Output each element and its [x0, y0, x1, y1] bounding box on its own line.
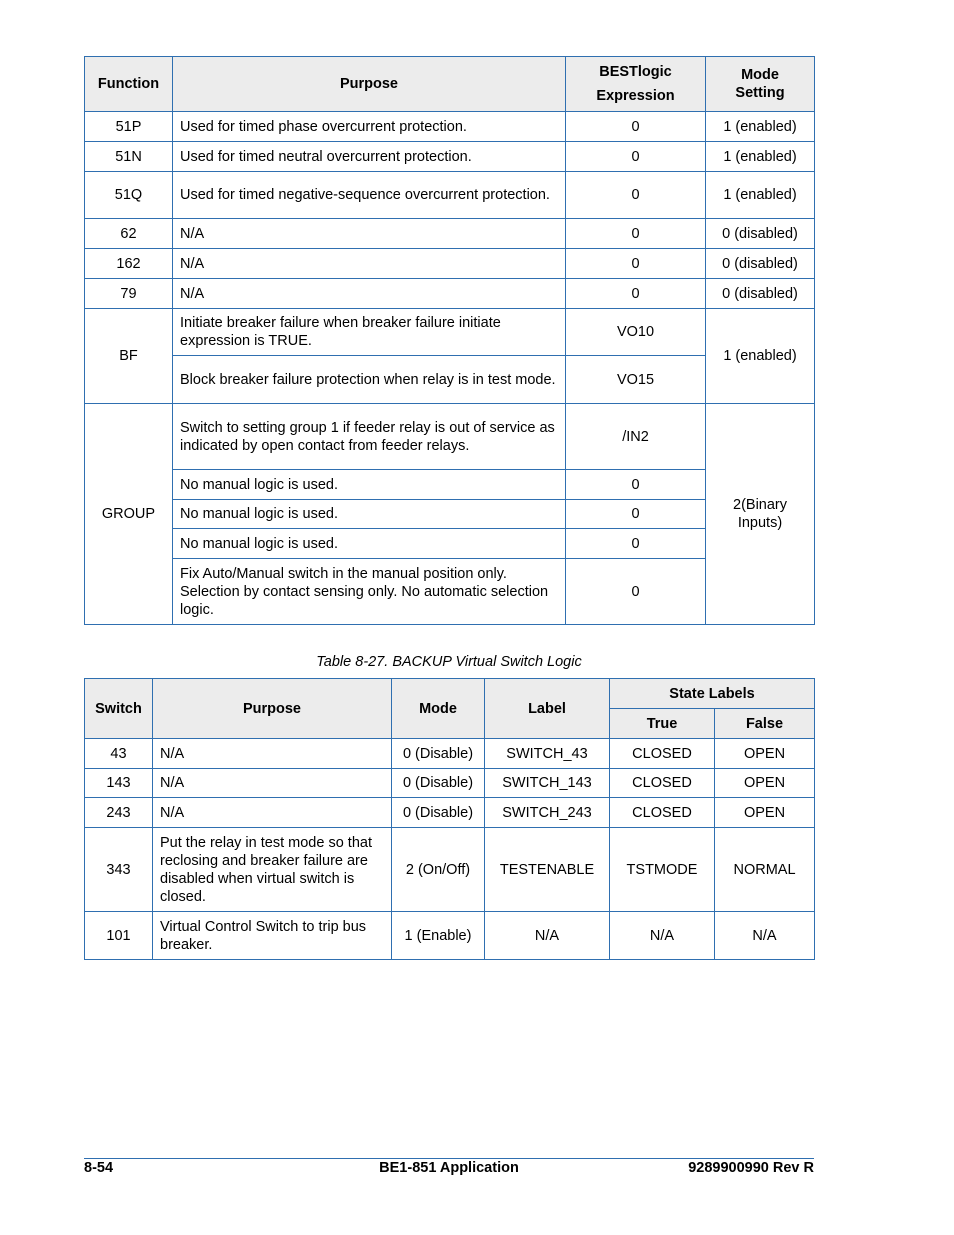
- mode-cell: 0 (Disable): [392, 769, 485, 798]
- header-mode-line2: Setting: [735, 85, 785, 101]
- false-label-cell: NORMAL: [715, 828, 815, 912]
- header-true: True: [610, 709, 715, 739]
- expression-cell: 0: [566, 249, 706, 279]
- header-purpose: Purpose: [173, 57, 566, 112]
- footer-document-number: 9289900990 Rev R: [688, 1160, 814, 1176]
- header-label: Label: [485, 679, 610, 739]
- function-cell: 51P: [85, 112, 173, 142]
- mode-cell: 1 (enabled): [706, 142, 815, 172]
- header-function: Function: [85, 57, 173, 112]
- purpose-cell: No manual logic is used.: [173, 529, 566, 559]
- switch-cell: 243: [85, 798, 153, 828]
- expression-cell: 0: [566, 219, 706, 249]
- label-cell: N/A: [485, 912, 610, 960]
- page-footer: [84, 1160, 814, 1180]
- mode-cell-group: 2(Binary Inputs): [706, 404, 815, 625]
- table-row: [85, 828, 815, 912]
- table-row: [85, 279, 815, 309]
- true-label-cell: CLOSED: [610, 769, 715, 798]
- purpose-cell: N/A: [153, 769, 392, 798]
- true-label-cell: N/A: [610, 912, 715, 960]
- true-label-cell: CLOSED: [610, 739, 715, 769]
- true-label-cell: TSTMODE: [610, 828, 715, 912]
- expression-cell: 0: [566, 470, 706, 500]
- purpose-cell: Used for timed neutral overcurrent protection.: [173, 142, 566, 172]
- header-false: False: [715, 709, 815, 739]
- mode-cell: 2 (On/Off): [392, 828, 485, 912]
- purpose-cell: Put the relay in test mode so that reclosing and breaker failure are disabled when virtual switch is closed.: [153, 828, 392, 912]
- mode-cell: 0 (Disable): [392, 739, 485, 769]
- logic-settings-table: [84, 56, 815, 625]
- false-label-cell: OPEN: [715, 739, 815, 769]
- table-row: [85, 470, 815, 500]
- table-row: [85, 739, 815, 769]
- purpose-cell: Fix Auto/Manual switch in the manual position only. Selection by contact sensing only. No automatic selection logic.: [173, 559, 566, 625]
- expression-cell: /IN2: [566, 404, 706, 470]
- label-cell: SWITCH_143: [485, 769, 610, 798]
- false-label-cell: N/A: [715, 912, 815, 960]
- table-row: [85, 500, 815, 529]
- header-bestlogic-expression: [566, 57, 706, 112]
- header-mode: Mode: [392, 679, 485, 739]
- table-row: [85, 798, 815, 828]
- expression-cell: 0: [566, 529, 706, 559]
- expression-cell: 0: [566, 112, 706, 142]
- footer-document-title: BE1-851 Application: [379, 1160, 519, 1176]
- table-row-group: [85, 404, 815, 470]
- table-row: [85, 112, 815, 142]
- mode-cell: 1 (enabled): [706, 112, 815, 142]
- mode-cell: 0 (Disable): [392, 798, 485, 828]
- purpose-cell: Switch to setting group 1 if feeder relay is out of service as indicated by open contact from feeder relays.: [173, 404, 566, 470]
- header-state-labels: State Labels: [610, 679, 815, 709]
- function-cell: 79: [85, 279, 173, 309]
- table-row: [85, 559, 815, 625]
- function-cell: 51N: [85, 142, 173, 172]
- mode-cell: 0 (disabled): [706, 249, 815, 279]
- expression-cell: 0: [566, 559, 706, 625]
- false-label-cell: OPEN: [715, 798, 815, 828]
- header-mode-setting: [706, 57, 815, 112]
- purpose-cell: No manual logic is used.: [173, 500, 566, 529]
- function-cell-group: GROUP: [85, 404, 173, 625]
- virtual-switch-table: [84, 678, 815, 960]
- purpose-cell: Used for timed negative-sequence overcurrent protection.: [173, 172, 566, 219]
- expression-cell: 0: [566, 500, 706, 529]
- label-cell: SWITCH_243: [485, 798, 610, 828]
- header-switch: Switch: [85, 679, 153, 739]
- table-row-bf: [85, 309, 815, 356]
- mode-cell: 1 (enabled): [706, 172, 815, 219]
- switch-cell: 343: [85, 828, 153, 912]
- true-label-cell: CLOSED: [610, 798, 715, 828]
- function-cell-bf: BF: [85, 309, 173, 404]
- footer-divider: [84, 1158, 814, 1159]
- purpose-cell: No manual logic is used.: [173, 470, 566, 500]
- mode-cell: 1 (Enable): [392, 912, 485, 960]
- purpose-cell: Block breaker failure protection when relay is in test mode.: [173, 356, 566, 404]
- table-row: [85, 912, 815, 960]
- purpose-cell: N/A: [153, 798, 392, 828]
- table-header-row: [85, 679, 815, 709]
- table-row: [85, 356, 815, 404]
- label-cell: TESTENABLE: [485, 828, 610, 912]
- mode-cell-bf: 1 (enabled): [706, 309, 815, 404]
- expression-cell: 0: [566, 279, 706, 309]
- expression-cell: VO15: [566, 356, 706, 404]
- false-label-cell: OPEN: [715, 769, 815, 798]
- expression-cell: VO10: [566, 309, 706, 356]
- purpose-cell: N/A: [173, 249, 566, 279]
- header-mode-line1: Mode: [741, 67, 779, 83]
- table-row: [85, 769, 815, 798]
- header-bestlogic-line2: Expression: [596, 88, 675, 104]
- switch-cell: 143: [85, 769, 153, 798]
- table-caption: Table 8-27. BACKUP Virtual Switch Logic: [316, 654, 582, 670]
- expression-cell: 0: [566, 142, 706, 172]
- purpose-cell: Used for timed phase overcurrent protection.: [173, 112, 566, 142]
- label-cell: SWITCH_43: [485, 739, 610, 769]
- function-cell: 62: [85, 219, 173, 249]
- mode-cell: 0 (disabled): [706, 279, 815, 309]
- purpose-cell: Virtual Control Switch to trip bus breaker.: [153, 912, 392, 960]
- table-row: [85, 142, 815, 172]
- purpose-cell: N/A: [173, 279, 566, 309]
- table-row: [85, 249, 815, 279]
- switch-cell: 43: [85, 739, 153, 769]
- switch-cell: 101: [85, 912, 153, 960]
- table-row: [85, 172, 815, 219]
- header-bestlogic-line1: BESTlogic: [599, 64, 672, 80]
- table-row: [85, 219, 815, 249]
- expression-cell: 0: [566, 172, 706, 219]
- purpose-cell: Initiate breaker failure when breaker failure initiate expression is TRUE.: [173, 309, 566, 356]
- header-purpose: Purpose: [153, 679, 392, 739]
- mode-cell: 0 (disabled): [706, 219, 815, 249]
- table-header-row: [85, 57, 815, 112]
- purpose-cell: N/A: [173, 219, 566, 249]
- function-cell: 162: [85, 249, 173, 279]
- function-cell: 51Q: [85, 172, 173, 219]
- footer-page-number: 8-54: [84, 1160, 114, 1176]
- purpose-cell: N/A: [153, 739, 392, 769]
- table-row: [85, 529, 815, 559]
